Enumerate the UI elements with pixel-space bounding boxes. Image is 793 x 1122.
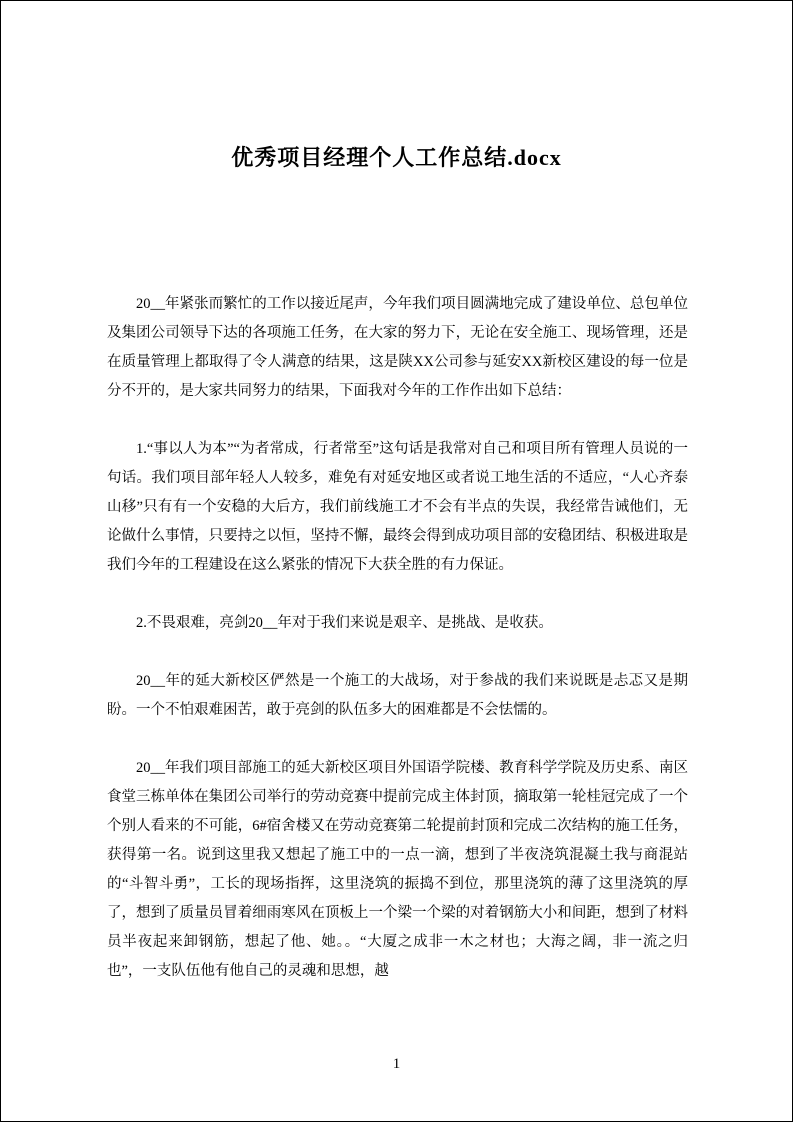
paragraph-item-1: 1.“事以人为本”“为者常成，行者常至”这句话是我常对自己和项目所有管理人员说的一句话。我们项目部年轻人人较多，难免有对延安地区或者说工地生活的不适应，“人心齐泰山移”只有有一个安稳的大后方，我们前线施工才不会有半点的失误，我经常告诫他们，无论做什么事情，只要持之以恒，坚持不懈，最终会得到成功项目部的安稳团结、积极进取是我们今年的工程建设在这么紧张的情况下大获全胜的有力保证。 xyxy=(107,441,688,573)
document-title: 优秀项目经理个人工作总结.docx xyxy=(231,145,562,170)
paragraph-campus: 20__年的延大新校区俨然是一个施工的大战场，对于参战的我们来说既是忐忑又是期盼。一个不怕艰难困苦，敢于亮剑的队伍多大的困难都是不会怯懦的。 xyxy=(107,673,688,718)
paragraph-intro: 20__年紧张而繁忙的工作以接近尾声，今年我们项目圆满地完成了建设单位、总包单位及集团公司领导下达的各项施工任务，在大家的努力下，无论在安全施工、现场管理，还是在质量管理上都取得了令人满意的结果，这是陕XX公司参与延安XX新校区建设的每一位是分不开的，是大家共同努力的结果，下面我对今年的工作作出如下总结： xyxy=(107,296,688,399)
document-body xyxy=(107,290,688,986)
paragraph-item-2: 2.不畏艰难，亮剑20__年对于我们来说是艰辛、是挑战、是收获。 xyxy=(136,615,553,631)
page-number: 1 xyxy=(392,1056,401,1072)
paragraph-construction: 20__年我们项目部施工的延大新校区项目外国语学院楼、教育科学学院及历史系、南区食堂三栋单体在集团公司举行的劳动竞赛中提前完成主体封顶，摘取第一轮桂冠完成了一个个别人看来的不可能，6#宿舍楼又在劳动竞赛第二轮提前封顶和完成二次结构的施工任务，获得第一名。说到这里我又想起了施工中的一点一滴，想到了半夜浇筑混凝土我与商混站的“斗智斗勇”，工长的现场指挥，这里浇筑的振捣不到位，那里浇筑的薄了这里浇筑的厚了，想到了质量员冒着细雨寒风在顶板上一个梁一个梁的对着钢筋大小和间距，想到了材料员半夜起来卸钢筋，想起了他、她。。“大厦之成非一木之材也；大海之阔，非一流之归也”，一支队伍他有他自己的灵魂和思想，越 xyxy=(107,760,688,979)
